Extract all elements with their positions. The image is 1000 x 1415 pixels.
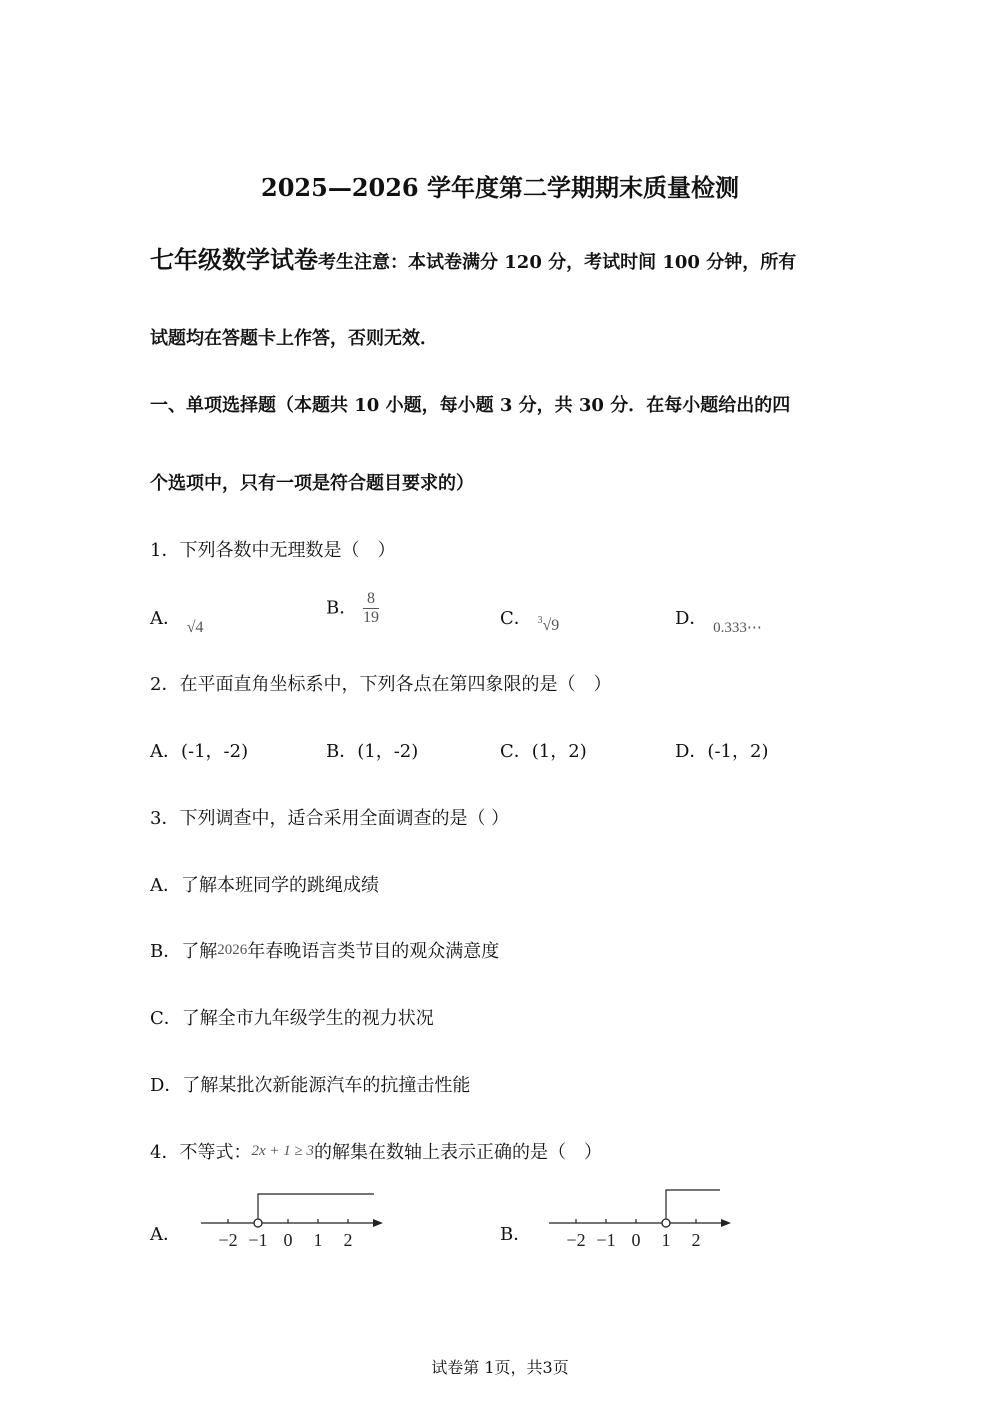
q1-c-index: 3 (537, 615, 543, 626)
grade-subject-line (150, 240, 796, 275)
number-line-a-axis-arrow (373, 1219, 383, 1227)
q3-option-a: A．了解本班同学的跳绳成绩 (150, 875, 379, 896)
q3-b-suffix: 年春晚语言类节目的观众满意度 (247, 941, 500, 962)
q2-option-b: B．(1，-2) (326, 741, 419, 762)
number-line-a-tick-label: 1 (313, 1230, 323, 1250)
number-line-a-group (201, 1194, 383, 1250)
q1-option-a (150, 604, 204, 636)
q1-c-value: √9 (542, 617, 560, 634)
notice-line-2: 试题均在答题卡上作答，否则无效． (150, 328, 438, 349)
q4-number-line-b (543, 1180, 743, 1260)
q1-d-label: D． (675, 608, 708, 629)
q4-number-line-a (195, 1180, 395, 1260)
q1-a-label: A． (150, 608, 181, 629)
q1-d-value: 0.333⋯ (713, 620, 762, 636)
number-line-a-solution-ray (258, 1194, 374, 1219)
section-heading-line-2: 个选项中，只有一项是符合题目要求的） (150, 473, 474, 494)
q1-b-fraction (363, 590, 379, 627)
number-line-b-open-circle (662, 1219, 670, 1227)
q4-stem (150, 1138, 602, 1164)
page-footer: 试卷第 1页，共3页 (431, 1358, 569, 1377)
q1-option-c (500, 604, 560, 634)
q4-stem-prefix: 4．不等式： (150, 1142, 252, 1163)
number-line-a-open-circle (254, 1219, 262, 1227)
q1-option-d (675, 604, 762, 636)
q2-option-a: A．(-1，-2) (150, 741, 249, 762)
q3-stem: 3．下列调查中，适合采用全面调查的是（ ） (150, 808, 510, 829)
grade-subject: 七年级数学试卷 (150, 245, 318, 274)
q3-b-year: 2026 (217, 942, 248, 958)
number-line-b-group (549, 1190, 731, 1250)
q1-b-label: B． (326, 597, 358, 619)
q1-stem: 1．下列各数中无理数是（ ） (150, 540, 396, 561)
q2-option-c: C．(1，2) (500, 741, 587, 762)
q4-b-label: B． (500, 1224, 532, 1245)
number-line-b-tick-label: 0 (631, 1230, 641, 1250)
exam-title: 2025—2026 学年度第二学期期末质量检测 (261, 173, 739, 202)
q3-option-c: C．了解全市九年级学生的视力状况 (150, 1008, 434, 1029)
number-line-b-solution-ray (666, 1190, 720, 1219)
q3-option-b (150, 937, 499, 963)
notice-line-1: 考生注意：本试卷满分 120 分，考试时间 100 分钟，所有 (318, 252, 797, 273)
q1-b-numerator: 8 (366, 590, 375, 607)
number-line-a-tick-label: 0 (283, 1230, 293, 1250)
number-line-a-tick-label: 2 (343, 1230, 353, 1250)
number-line-b-tick-label: 2 (691, 1230, 701, 1250)
number-line-b-tick-label: −1 (596, 1230, 616, 1250)
number-line-b-tick-label: −2 (566, 1230, 586, 1250)
number-line-b-tick-label: 1 (661, 1230, 671, 1250)
q2-option-d: D．(-1，2) (675, 741, 769, 762)
section-heading-line-1: 一、单项选择题（本题共 10 小题，每小题 3 分，共 30 分．在每小题给出的四 (150, 395, 791, 416)
q4-a-label: A． (150, 1224, 181, 1245)
number-line-a-tick-label: −1 (248, 1230, 268, 1250)
q1-option-b (326, 590, 379, 627)
q1-a-value: √4 (186, 619, 204, 636)
q4-inequality: 2x + 1 ≥ 3 (251, 1143, 314, 1159)
q3-option-d: D．了解某批次新能源汽车的抗撞击性能 (150, 1075, 471, 1096)
q3-b-prefix: B．了解 (150, 941, 218, 962)
q1-b-denominator: 19 (362, 609, 379, 626)
q4-stem-suffix: 的解集在数轴上表示正确的是（ ） (313, 1142, 602, 1163)
number-line-a-tick-label: −2 (218, 1230, 238, 1250)
q2-stem: 2．在平面直角坐标系中，下列各点在第四象限的是（ ） (150, 674, 612, 695)
q1-c-label: C． (500, 608, 532, 629)
number-line-b-axis-arrow (721, 1219, 731, 1227)
